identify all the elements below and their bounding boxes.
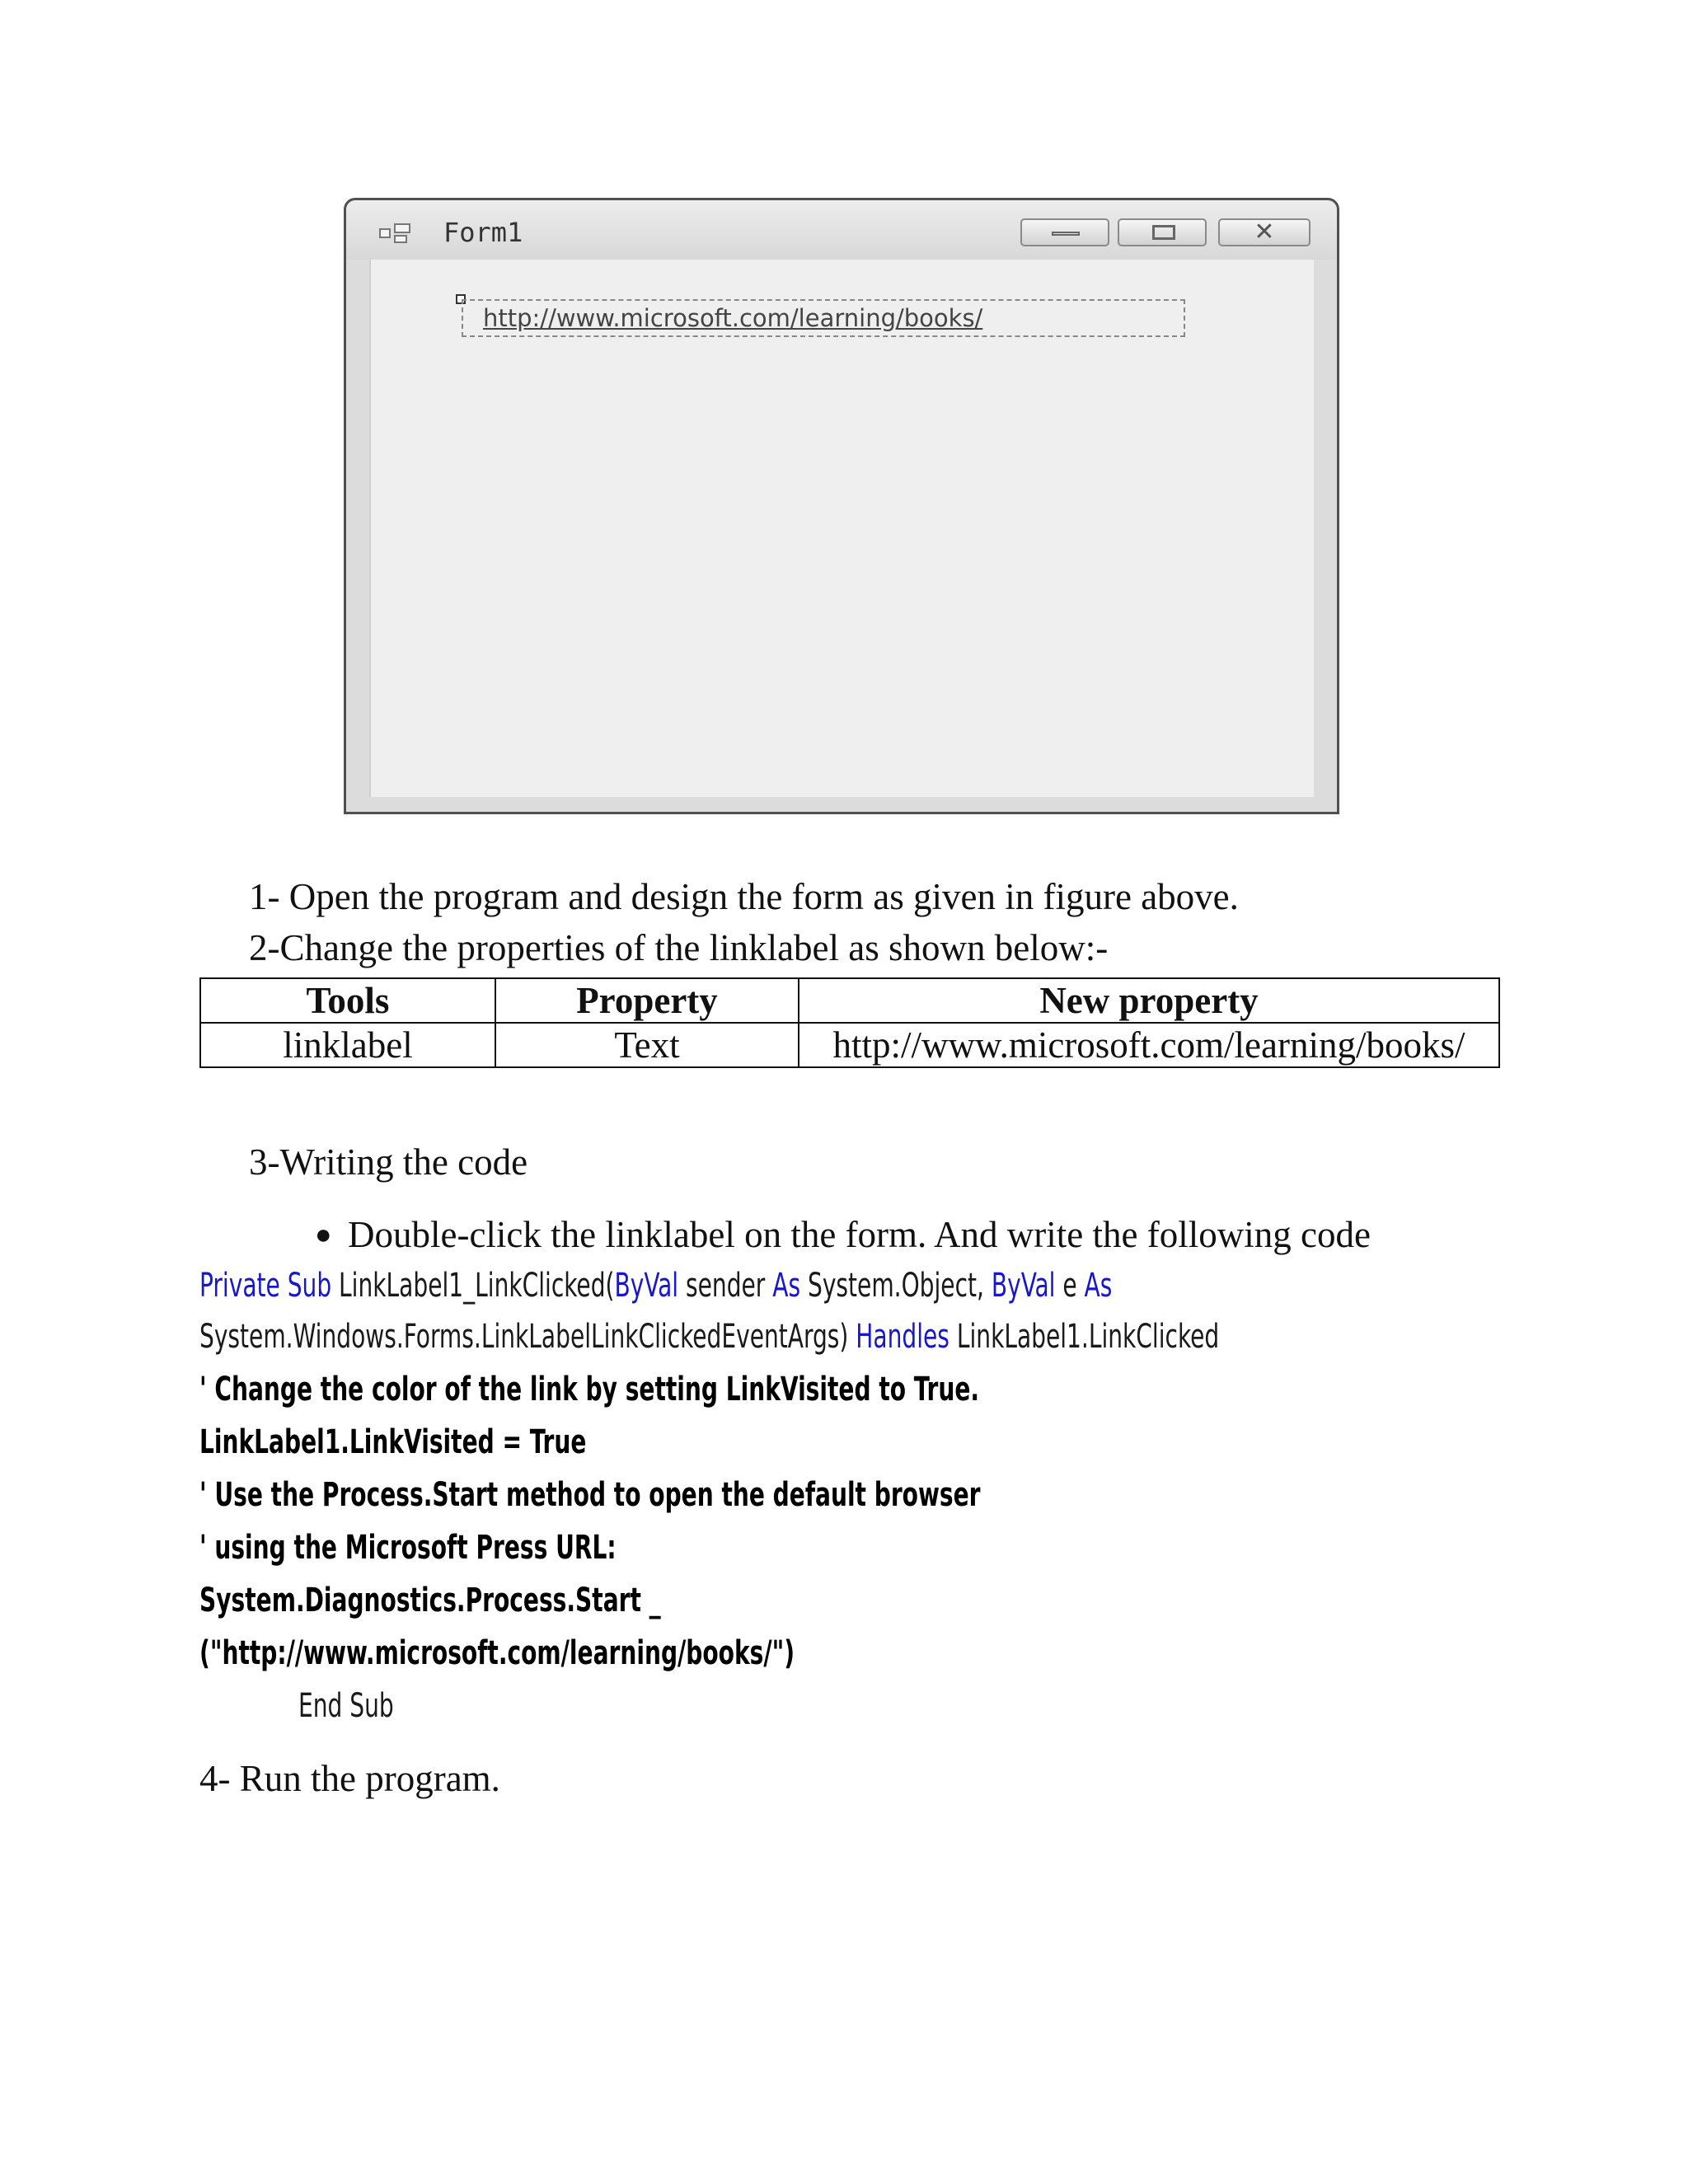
- cell-tools: linklabel: [200, 1023, 495, 1067]
- code-line-7: System.Diagnostics.Process.Start _: [199, 1582, 661, 1619]
- minimize-button[interactable]: [1020, 218, 1109, 246]
- bullet-text: Double-click the linklabel on the form. And write the following code: [348, 1214, 1371, 1255]
- close-button[interactable]: [1218, 218, 1311, 246]
- code-line-2: System.Windows.Forms.LinkLabelLinkClickedEventArgs) Handles LinkLabel1.LinkClicked: [199, 1318, 1220, 1356]
- cell-property: Text: [495, 1023, 799, 1067]
- table-header-row: [200, 978, 1499, 1023]
- step-4-text: 4- Run the program.: [199, 1758, 500, 1799]
- step-2-text: 2-Change the properties of the linklabel as shown below:-: [249, 927, 1109, 968]
- close-icon: ✕: [1254, 218, 1275, 246]
- form-app-icon: [379, 223, 414, 243]
- code-line-5: ' Use the Process.Start method to open the default browser: [199, 1476, 981, 1514]
- header-property: Property: [495, 978, 799, 1023]
- step-1-text: 1- Open the program and design the form as given in figure above.: [249, 876, 1239, 917]
- maximize-button[interactable]: [1118, 218, 1207, 246]
- form-client-area: [369, 260, 1314, 797]
- table-row: [200, 1023, 1499, 1067]
- properties-table: [199, 977, 1500, 1068]
- code-line-8: ("http://www.microsoft.com/learning/books/"): [199, 1634, 795, 1672]
- step-3-text: 3-Writing the code: [249, 1141, 528, 1183]
- cell-new-property: http://www.microsoft.com/learning/books/: [799, 1023, 1499, 1067]
- header-new-property: New property: [799, 978, 1499, 1023]
- bullet-dot-icon: ●: [315, 1220, 332, 1250]
- form1-window: [344, 198, 1339, 814]
- code-line-4: LinkLabel1.LinkVisited = True: [199, 1423, 587, 1461]
- code-line-9: End Sub: [298, 1687, 394, 1725]
- window-titlebar[interactable]: [346, 200, 1337, 260]
- linklabel1[interactable]: http://www.microsoft.com/learning/books/: [462, 299, 1185, 337]
- code-line-1: Private Sub LinkLabel1_LinkClicked(ByVal sender As System.Object, ByVal e As: [199, 1267, 1113, 1305]
- bullet-item: [315, 1213, 1371, 1257]
- code-line-6: ' using the Microsoft Press URL:: [199, 1529, 617, 1567]
- window-title: Form1: [443, 217, 523, 248]
- code-line-3: ' Change the color of the link by setting LinkVisited to True.: [199, 1371, 980, 1408]
- header-tools: Tools: [200, 978, 495, 1023]
